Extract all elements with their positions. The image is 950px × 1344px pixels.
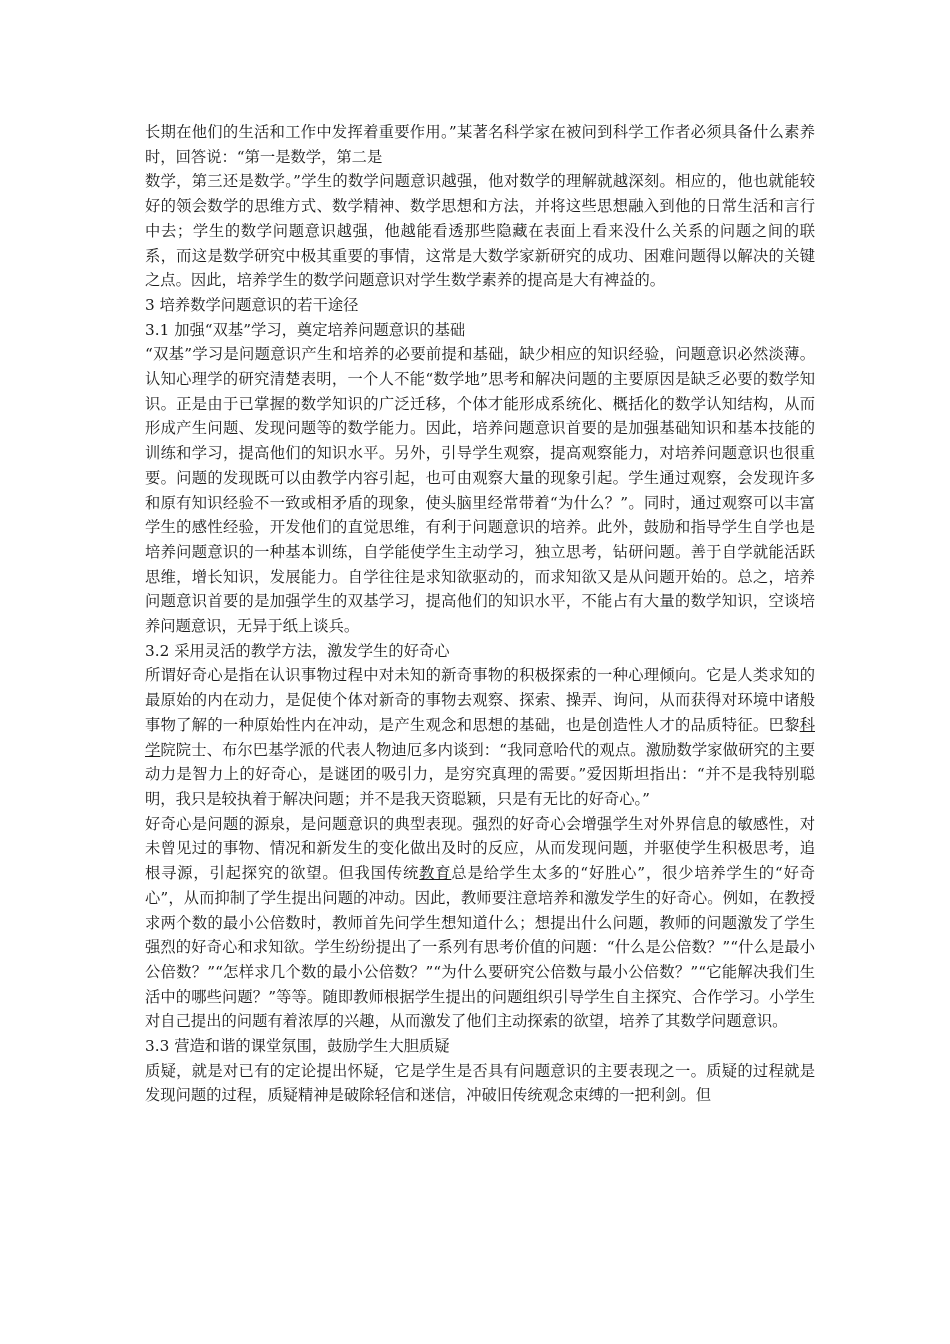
- paragraph-3-2b-text-end: 总是给学生太多的“好胜心”，很少培养学生的“好奇心”，从而抑制了学生提出问题的冲动。因此，教师要注意培养和激发学生的好奇心。例如，在教授求两个数的最小公倍数时，教师首先问学生想知道什么；想提出什么问题，教师的问题激发了学生强烈的好奇心和求知欲。学生纷纷提出了一系列有思考价值的问题：“什么是公倍数？”“什么是最小公倍数？”“怎样求几个数的最小公倍数？”“为什么要研究公倍数与最小公倍数？”“它能解决我们生活中的哪些问题？”等等。随即教师根据学生提出的问题组织引导学生自主探究、合作学习。小学生对自己提出的问题有着浓厚的兴趣，从而激发了他们主动探索的欲望，培养了其数学问题意识。: [145, 864, 815, 1031]
- link-science[interactable]: 科学: [145, 715, 815, 759]
- paragraph-3-1: “双基”学习是问题意识产生和培养的必要前提和基础，缺少相应的知识经验，问题意识必然淡薄。认知心理学的研究清楚表明，一个人不能“数学地”思考和解决问题的主要原因是缺乏必要的数学知识。正是由于已掌握的数学知识的广泛迁移，个体才能形成系统化、概括化的数学认知结构，从而形成产生问题、发现问题等的数学能力。因此，培养问题意识首要的是加强基础知识和基本技能的训练和学习，提高他们的知识水平。另外，引导学生观察，提高观察能力，对培养问题意识也很重要。问题的发现既可以由教学内容引起，也可由观察大量的现象引起。学生通过观察，会发现许多和原有知识经验不一致或相矛盾的现象，使头脑里经常带着“为什么？”。同时，通过观察可以丰富学生的感性经验，开发他们的直觉思维，有利于问题意识的培养。此外，鼓励和指导学生自学也是培养问题意识的一种基本训练，自学能使学生主动学习，独立思考，钻研问题。善于自学就能活跃思维，增长知识，发展能力。自学往往是求知欲驱动的，而求知欲又是从问题开始的。总之，培养问题意识首要的是加强学生的双基学习，提高他们的知识水平，不能占有大量的数学知识，空谈培养问题意识，无异于纸上谈兵。: [145, 345, 815, 636]
- paragraph-intro-2: 数学，第三还是数学。”学生的数学问题意识越强，他对数学的理解就越深刻。相应的，他也就能较好的领会数学的思维方式、数学精神、数学思想和方法，并将这些思想融入到他的日常生活和言行中去；学生的数学问题意识越强，他越能看透那些隐藏在表面上看来没什么关系的问题之间的联系，而这是数学研究中极其重要的事情，这常是大数学家新研究的成功、困难问题得以解决的关键之点。因此，培养学生的数学问题意识对学生数学素养的提高是大有裨益的。: [145, 172, 815, 290]
- section-heading-3: 3 培养数学问题意识的若干途径: [145, 295, 359, 314]
- link-education[interactable]: 教育: [419, 864, 452, 883]
- paragraph-3-2b-text-start: 好奇心是问题的源泉，是问题意识的典型表现。强烈的好奇心会增强学生对外界信息的敏感性，对未曾见过的事物、情况和新发生的变化做出及时的反应，从而发现问题，并驱使学生积极思考，追根寻源，引起探究的欲望。但我国传统: [145, 814, 815, 883]
- paragraph-3-2a-text-start: 所谓好奇心是指在认识事物过程中对未知的新奇事物的积极探索的一种心理倾向。它是人类求知的最原始的内在动力，是促使个体对新奇的事物去观察、探索、操弄、询问，从而获得对环境中诸般事物了解的一种原始性内在冲动，是产生观念和思想的基础，也是创造性人才的品质特征。巴黎: [145, 666, 815, 734]
- subsection-heading-3-3: 3.3 营造和谐的课堂氛围，鼓励学生大胆质疑: [145, 1037, 450, 1056]
- paragraph-3-2b: [145, 812, 815, 1034]
- subsection-heading-3-2: 3.2 采用灵活的教学方法，激发学生的好奇心: [145, 641, 450, 660]
- paragraph-intro-1: 长期在他们的生活和工作中发挥着重要作用。”某著名科学家在被问到科学工作者必须具备什么素养时，回答说：“第一是数学，第二是: [145, 123, 815, 166]
- document-page: [145, 120, 815, 1108]
- paragraph-3-3: 质疑，就是对已有的定论提出怀疑，它是学生是否具有问题意识的主要表现之一。质疑的过程就是发现问题的过程，质疑精神是破除轻信和迷信，冲破旧传统观念束缚的一把利剑。但: [145, 1061, 815, 1105]
- subsection-heading-3-1: 3.1 加强“双基”学习，奠定培养问题意识的基础: [145, 320, 466, 339]
- paragraph-3-2a-text-end: 院院士、布尔巴基学派的代表人物迪厄多内谈到：“我同意哈代的观点。激励数学家做研究的主要动力是智力上的好奇心，是谜团的吸引力，是穷究真理的需要。”爱因斯坦指出：“并不是我特别聪明，我只是较执着于解决问题；并不是我天资聪颖，只是有无比的好奇心。”: [145, 740, 815, 808]
- paragraph-3-2a: [145, 663, 815, 811]
